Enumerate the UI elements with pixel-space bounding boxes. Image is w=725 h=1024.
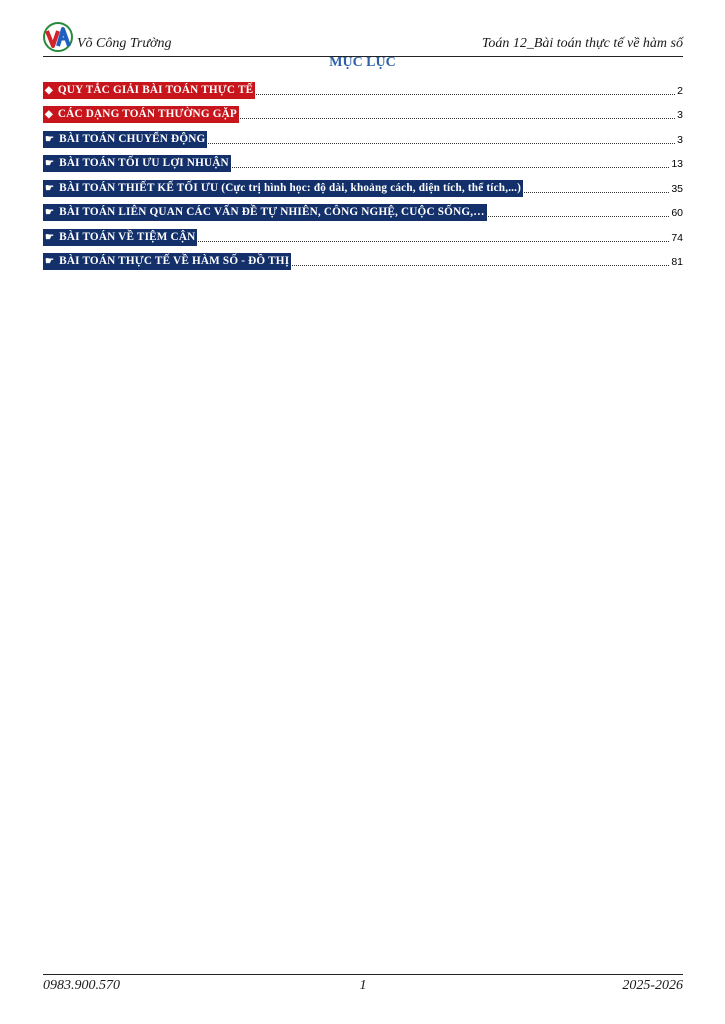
- toc-entry[interactable]: [43, 197, 683, 222]
- toc-page-number[interactable]: 3: [677, 109, 683, 121]
- toc-entry[interactable]: [43, 221, 683, 246]
- toc-entry-label[interactable]: [43, 82, 255, 99]
- toc-entry-label[interactable]: [43, 180, 523, 197]
- toc-entry-text: BÀI TOÁN THIẾT KẾ TỐI ƯU (Cực trị hình học: độ dài, khoảng cách, diện tích, thể tích,...): [59, 181, 522, 194]
- toc-entry[interactable]: [43, 74, 683, 99]
- toc-entry[interactable]: [43, 246, 683, 271]
- page-footer: [43, 974, 683, 999]
- toc-page-number[interactable]: 2: [677, 84, 683, 97]
- dot-leader: [208, 143, 675, 144]
- dot-leader: [256, 94, 675, 95]
- toc-page-number[interactable]: 60: [671, 207, 683, 219]
- toc-entry-text: BÀI TOÁN THỰC TẾ VỀ HÀM SỐ - ĐỒ THỊ: [59, 255, 290, 267]
- toc-entry[interactable]: [43, 123, 683, 148]
- toc-entry[interactable]: [43, 148, 683, 173]
- toc-page-number[interactable]: 74: [671, 231, 683, 244]
- toc-entry-label[interactable]: [43, 155, 231, 172]
- toc-heading: MỤC LỤC: [329, 55, 396, 70]
- dot-leader: [198, 241, 669, 242]
- toc-entry-text: QUY TẮC GIẢI BÀI TOÁN THỰC TẾ: [57, 83, 254, 96]
- author-name: Võ Công Trường: [77, 36, 172, 51]
- logo-icon: [43, 22, 73, 52]
- pointing-hand-icon: ☛: [45, 256, 55, 267]
- toc-entry-label[interactable]: [43, 131, 207, 148]
- toc-page-number[interactable]: 13: [671, 158, 683, 170]
- dot-leader: [524, 192, 669, 193]
- toc-entry-text: BÀI TOÁN VỀ TIỆM CẬN: [59, 230, 196, 243]
- pointing-hand-icon: ☛: [45, 207, 55, 218]
- pointing-hand-icon: ☛: [45, 133, 55, 145]
- dot-leader: [240, 118, 675, 119]
- toc-page-number[interactable]: 35: [671, 182, 683, 195]
- pointing-hand-icon: ☛: [45, 158, 55, 169]
- pointing-hand-icon: ☛: [45, 182, 55, 194]
- dot-leader: [292, 265, 669, 266]
- toc-entry-label[interactable]: [43, 253, 291, 270]
- toc-entry-text: CÁC DẠNG TOÁN THƯỜNG GẶP: [57, 108, 237, 120]
- toc-entry-label[interactable]: [43, 229, 197, 246]
- toc-page-number[interactable]: 3: [677, 133, 683, 146]
- table-of-contents: [43, 74, 683, 270]
- diamond-icon: ◆: [45, 109, 53, 120]
- toc-page-number[interactable]: 81: [671, 256, 683, 268]
- document-title: Toán 12_Bài toán thực tế về hàm số: [481, 36, 683, 51]
- toc-entry[interactable]: [43, 172, 683, 197]
- dot-leader: [232, 167, 670, 168]
- toc-entry-label[interactable]: [43, 204, 487, 221]
- footer-page-number: 1: [359, 978, 367, 993]
- toc-entry-text: BÀI TOÁN LIÊN QUAN CÁC VẤN ĐỀ TỰ NHIÊN, CÔNG NGHỆ, CUỘC SỐNG,…: [59, 206, 485, 218]
- footer-phone: 0983.900.570: [43, 978, 120, 993]
- toc-entry-text: BÀI TOÁN TỐI ƯU LỢI NHUẬN: [59, 157, 229, 169]
- diamond-icon: ◆: [45, 84, 53, 96]
- toc-entry-text: BÀI TOÁN CHUYỂN ĐỘNG: [59, 132, 206, 145]
- dot-leader: [488, 216, 670, 217]
- toc-entry-label[interactable]: [43, 106, 239, 123]
- page-header: [43, 22, 683, 57]
- footer-year: 2025-2026: [622, 978, 683, 993]
- pointing-hand-icon: ☛: [45, 231, 55, 243]
- toc-entry[interactable]: [43, 99, 683, 124]
